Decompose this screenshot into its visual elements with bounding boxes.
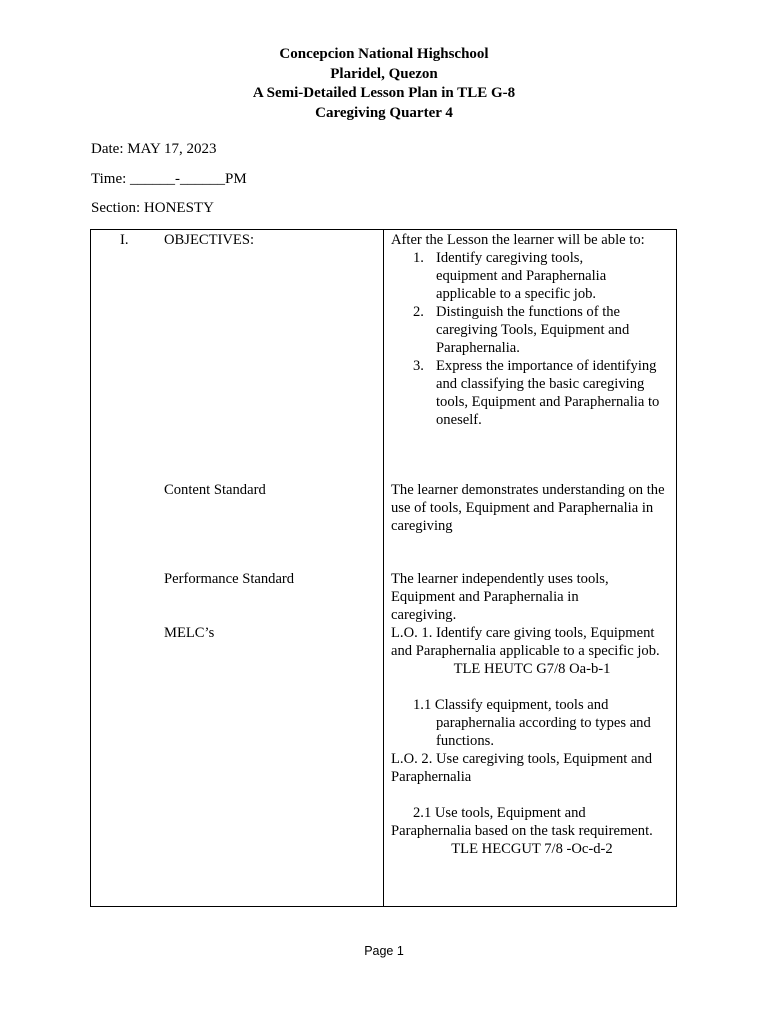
roman-numeral: I. (120, 232, 129, 248)
melcs-label: MELC’s (164, 625, 215, 641)
content-standard-text: The learner demonstrates understanding on the use of tools, Equipment and Paraphernalia in caregiving (391, 482, 665, 534)
time-line: Time: ______-______PM (91, 171, 247, 187)
objective-item: 2. Distinguish the functions of the caregiving Tools, Equipment and Paraphernalia. (413, 304, 630, 356)
objective-item: 3. Express the importance of identifying and classifying the basic caregiving tools, Equipment and Paraphernalia to oneself. (413, 358, 660, 428)
objectives-label: OBJECTIVES: (164, 232, 254, 248)
school-location: Plaridel, Quezon (330, 65, 438, 82)
section-line: Section: HONESTY (91, 200, 214, 216)
page-number: Page 1 (364, 944, 404, 958)
lesson-plan-subtitle: Caregiving Quarter 4 (315, 104, 453, 121)
column-divider (383, 230, 384, 906)
melc-code-1: TLE HEUTC G7/8 Oa-b-1 (453, 661, 611, 677)
melc-code-2: TLE HECGUT 7/8 -Oc-d-2 (451, 841, 613, 857)
content-standard-label: Content Standard (164, 482, 266, 498)
lesson-plan-table (90, 229, 677, 907)
melc-lo2: L.O. 2. Use caregiving tools, Equipment and Paraphernalia (391, 751, 653, 785)
lesson-plan-title: A Semi-Detailed Lesson Plan in TLE G-8 (252, 85, 516, 101)
document-header (0, 45, 768, 123)
performance-standard-text: The learner independently uses tools, Equipment and Paraphernalia in caregiving. (391, 571, 609, 623)
objectives-intro: After the Lesson the learner will be able to: (391, 232, 645, 248)
school-name: Concepcion National Highschool (279, 46, 489, 62)
melc-1-1: 1.1 Classify equipment, tools and paraphernalia according to types and functions. (413, 697, 651, 749)
date-line: Date: MAY 17, 2023 (91, 141, 217, 157)
melcs-cell (391, 624, 673, 858)
melc-2-1-rest: Paraphernalia based on the task requirement. (391, 823, 653, 839)
performance-standard-label: Performance Standard (164, 571, 295, 587)
objectives-list (391, 249, 673, 429)
objectives-cell (391, 231, 673, 429)
melc-lo1: L.O. 1. Identify care giving tools, Equipment and Paraphernalia applicable to a specific job. (391, 625, 660, 659)
melc-2-1-first: 2.1 Use tools, Equipment and (413, 805, 586, 821)
objective-item: 1. Identify caregiving tools, equipment and Paraphernalia applicable to a specific job. (413, 250, 607, 302)
